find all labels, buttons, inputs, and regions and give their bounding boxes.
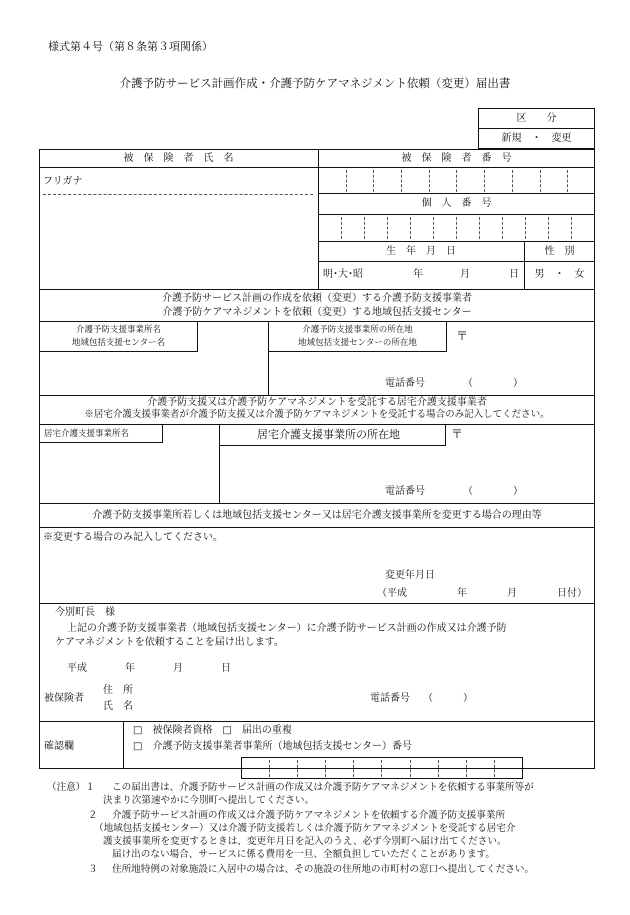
homecare-address-field[interactable] xyxy=(222,448,592,480)
birthdate-header: 生 年 月 日 xyxy=(386,246,456,257)
note-3-prefix: ３ xyxy=(88,864,98,875)
homecare-phone-label: 電話番号 xyxy=(385,486,425,497)
homecare-header-line1: 介護予防支援又は介護予防ケアマネジメントを受託する居宅介護支援事業者 xyxy=(147,397,487,408)
gender-value[interactable]: 男 ・ 女 xyxy=(534,269,585,280)
homecare-phone-value[interactable]: （ ） xyxy=(463,486,523,497)
note-2-line2: （地域包括支援センター）又は介護予防支援若しくは介護予防ケアマネジメントを受託する居宅介 xyxy=(94,823,516,834)
provider-header-line2: 介護予防ケアマネジメントを依頼（変更）する地域包括支援センター xyxy=(162,307,472,318)
birth-year: 年 xyxy=(413,269,423,280)
homecare-address-label: 居宅介護支援事業所の所在地 xyxy=(257,428,400,441)
insured-name-header: 被 保 険 者 氏 名 xyxy=(123,153,234,164)
declaration-phone-value[interactable]: （ ） xyxy=(423,693,473,704)
reason-header: 介護予防支援事業所若しくは地域包括支援センター又は居宅介護支援事業所を変更する場合の理由等 xyxy=(92,510,542,521)
provider-address-label-2: 地域包括支援センターの所在地 xyxy=(298,338,417,348)
form-title: 介護予防サービス計画作成・介護予防ケアマネジメント依頼（変更）届出書 xyxy=(119,76,511,90)
declaration-date-month: 月 xyxy=(173,663,183,674)
homecare-name-field[interactable] xyxy=(42,446,216,500)
homecare-header-line2: ※居宅介護支援事業者が介護予防支援又は介護予防ケアマネジメントを受託する場合のみ記入してください。 xyxy=(84,409,550,420)
declaration-date-year: 年 xyxy=(125,663,135,674)
provider-name-label-2: 地域包括支援センター名 xyxy=(71,338,166,348)
confirmation-check1[interactable]: □ 被保険者資格 □ 届出の重複 xyxy=(133,725,292,736)
insured-number-header: 被 保 険 者 番 号 xyxy=(401,153,512,164)
provider-address-field[interactable] xyxy=(271,354,591,376)
declaration-address-field[interactable] xyxy=(140,682,590,696)
provider-header-line1: 介護予防サービス計画の作成を依頼（変更）する介護予防支援事業者 xyxy=(162,293,472,304)
provider-postal-mark: 〒 xyxy=(456,329,469,343)
homecare-postal-mark: 〒 xyxy=(451,427,464,441)
reason-field[interactable] xyxy=(42,548,592,568)
gender-header: 性 別 xyxy=(544,246,575,257)
declaration-date-day: 日 xyxy=(221,663,231,674)
note-1-line1: この届出書は、介護予防サービス計画の作成又は介護予防ケアマネジメントを依頼する事業所等が xyxy=(112,782,534,793)
provider-phone-label: 電話番号 xyxy=(385,378,425,389)
declaration-line1: 上記の介護予防支援事業者（地域包括支援センター）に介護予防サービス計画の作成又は介護予防 xyxy=(67,623,507,634)
declaration-name-label: 氏 名 xyxy=(103,701,133,712)
declaration-line2: ケアマネジメントを依頼することを届け出します。 xyxy=(55,637,284,648)
provider-phone-value[interactable]: （ ） xyxy=(463,378,523,389)
classification-value[interactable]: 新規 ・ 変更 xyxy=(501,133,572,144)
furigana-label: フリガナ xyxy=(43,176,83,187)
declaration-insured-label: 被保険者 xyxy=(44,693,84,704)
note-2-prefix: ２ xyxy=(88,810,98,821)
declaration-date-era: 平成 xyxy=(67,663,87,674)
confirmation-check2[interactable]: □ 介護予防支援事業者事業所（地域包括支援センター）番号 xyxy=(133,741,413,752)
note-2-line3: 護支援事業所を変更するときは、変更年月日を記入のうえ、必ず今別町へ届け出てください。 xyxy=(103,836,507,847)
personal-number-header: 個 人 番 号 xyxy=(421,198,492,209)
classification-header: 区 分 xyxy=(516,113,557,124)
note-3-line1: 住所地特例の対象施設に入居中の場合は、その施設の住所地の市町村の窓口へ提出してください。 xyxy=(112,864,535,875)
note-2-line1: 介護予防サービス計画の作成又は介護予防ケアマネジメントを依頼する介護予防支援事業所 xyxy=(112,810,506,821)
homecare-name-label: 居宅介護支援事業所名 xyxy=(44,429,130,439)
declaration-phone-label: 電話番号 xyxy=(370,693,410,704)
provider-address-label-1: 介護予防支援事業所の所在地 xyxy=(302,325,413,335)
birth-day: 日 xyxy=(509,269,519,280)
provider-name-field[interactable] xyxy=(42,354,264,392)
provider-code-field[interactable] xyxy=(241,757,523,779)
change-date-value[interactable]: （平成 年 月 日付） xyxy=(377,588,587,599)
note-2-line4: 届け出のない場合、サービスに係る費用を一旦、全額負担していただくことがあります。 xyxy=(112,849,495,860)
declaration-name-field[interactable] xyxy=(140,698,360,712)
birth-month: 月 xyxy=(460,269,470,280)
reason-note: ※変更する場合のみ記入してください。 xyxy=(43,532,223,543)
note-1-prefix: （注意）１ xyxy=(47,782,95,793)
form-number: 様式第４号（第８条第３項関係） xyxy=(48,40,213,53)
birth-era[interactable]: 明･大･昭 xyxy=(323,269,363,280)
confirmation-label: 確認欄 xyxy=(44,741,74,752)
change-date-label: 変更年月日 xyxy=(385,570,435,581)
addressee: 今別町長 様 xyxy=(55,607,115,618)
declaration-address-label: 住 所 xyxy=(103,685,133,696)
provider-name-label-1: 介護予防支援事業所名 xyxy=(75,325,161,335)
note-1-line2: 決まり次第速やかに今別町へ提出してください。 xyxy=(103,795,315,806)
